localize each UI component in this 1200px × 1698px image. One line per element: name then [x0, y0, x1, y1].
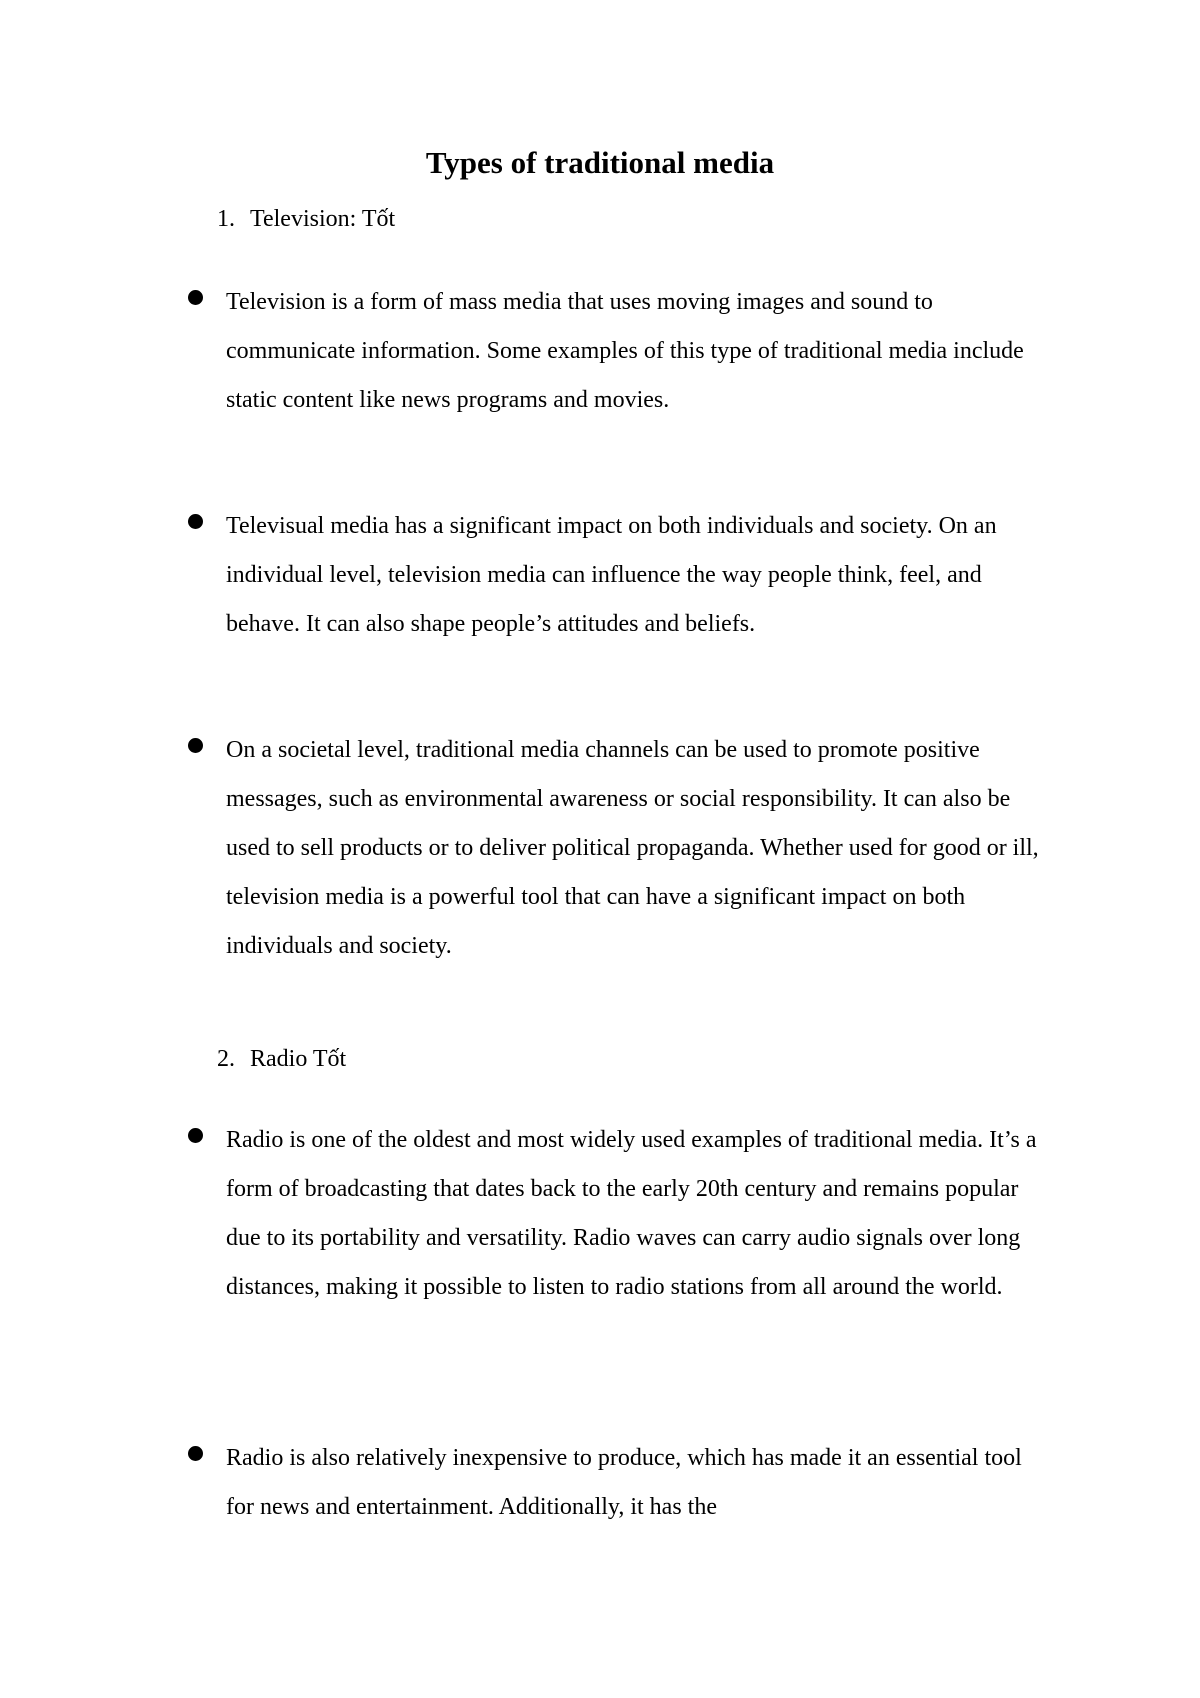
bullet-icon [188, 514, 203, 529]
document-title: Types of traditional media [425, 145, 775, 180]
bullet-icon [188, 738, 203, 753]
section-number: 1. [217, 206, 235, 232]
section-heading-television [217, 204, 395, 234]
list-item-text: Radio is also relatively inexpensive to produce, which has made it an essential tool for news and entertainment. Additionally, it has the [226, 1445, 1022, 1520]
section-heading-text: Radio Tốt [250, 1046, 347, 1072]
section-heading-radio [217, 1044, 346, 1074]
section-number: 2. [217, 1046, 235, 1072]
section-heading-text: Television: Tốt [250, 206, 396, 232]
bullet-icon [188, 1446, 203, 1461]
bullet-icon [188, 290, 203, 305]
list-item-text: Radio is one of the oldest and most widely used examples of traditional media. It’s a form of broadcasting that dates back to the early 20th century and remains popular due to its portability and versatility. Radio waves can carry audio signals over long distances, making it possible to listen to radio stations from all around the world. [226, 1127, 1037, 1300]
list-item-text: Television is a form of mass media that uses moving images and sound to communicate information. Some examples of this type of traditional media include static content like news programs and movies. [226, 289, 1024, 413]
list-item-text: On a societal level, traditional media channels can be used to promote positive messages, such as environmental awareness or social responsibility. It can also be used to sell products or to deliver political propaganda. Whether used for good or ill, television media is a powerful tool that can have a significant impact on both individuals and society. [226, 737, 1039, 959]
bullet-icon [188, 1128, 203, 1143]
list-item-text: Televisual media has a significant impact on both individuals and society. On an individual level, television media can influence the way people think, feel, and behave. It can also shape people’s attitudes and beliefs. [226, 513, 997, 637]
